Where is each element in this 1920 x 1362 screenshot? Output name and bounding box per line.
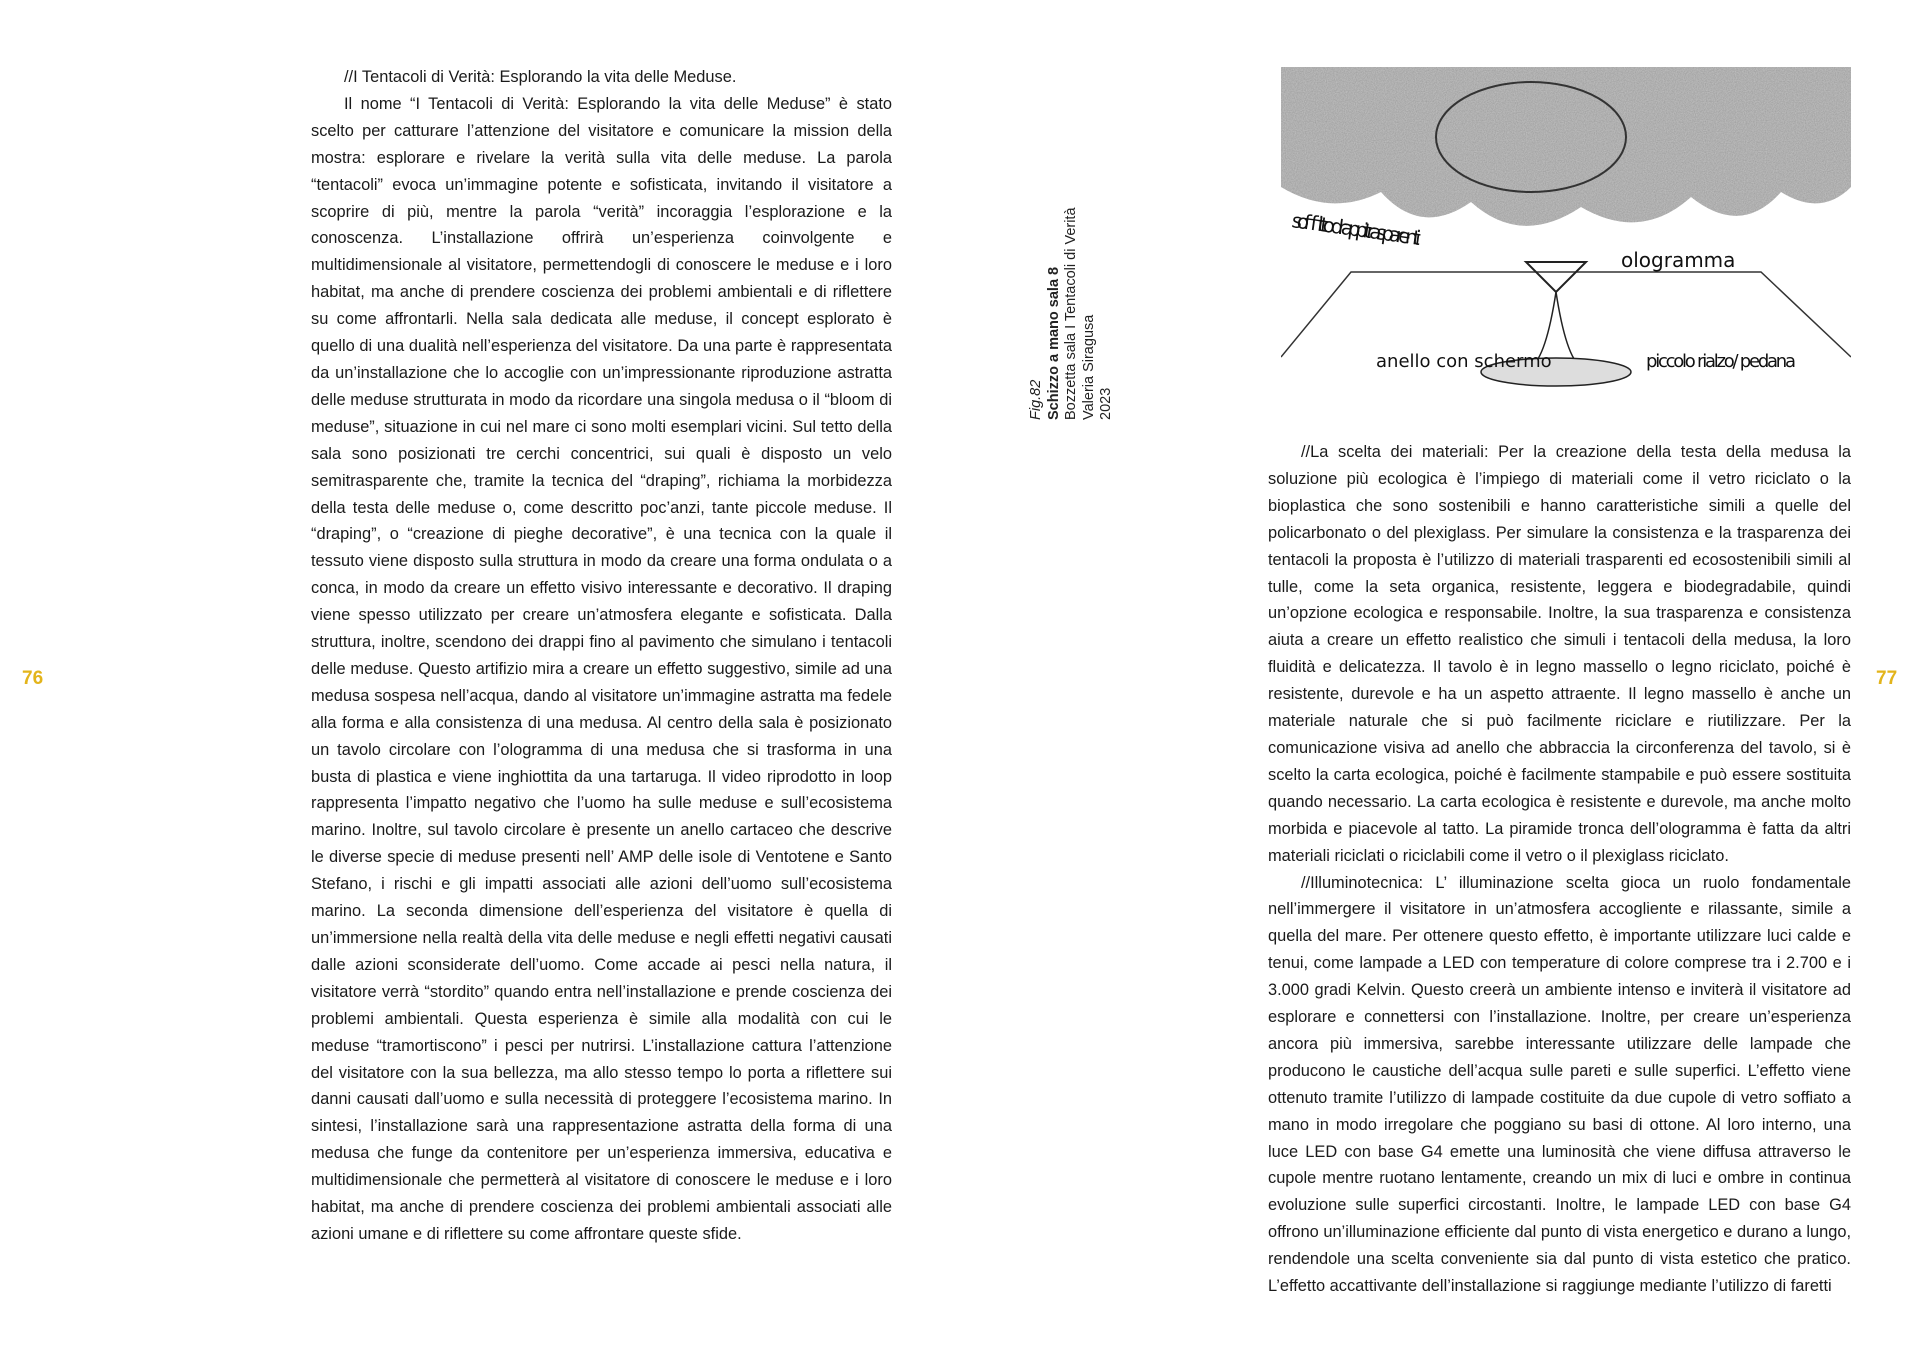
sketch-label: piccolo rialzo/ pedana [1646,351,1796,372]
figure-caption [1028,207,1116,420]
sketch-label: ologramma [1621,248,1736,272]
left-column-text [311,64,892,1248]
body-paragraph: Il nome “I Tentacoli di Verità: Esplorando la vita delle Meduse” è stato scelto per catturare l’attenzione del visitatore e comunicare la mission della mostra: esplorare e rivelare la verità sulla vita delle meduse. La parola “tentacoli” evoca un’immagine potente e sofisticata, invitando il visitatore a scoprire di più, mentre la parola “verità” incoraggia l’esplorazione e la conoscenza. L’installazione offrirà un’esperienza coinvolgente e multidimensionale al visitatore, permettendogli di conoscere le meduse e i loro habitat, ma anche di prendere coscienza dei problemi ambientali e di riflettere su come affrontarli. Nella sala dedicata alle meduse, il concept esplorato è quello di una dualità nell’esperienza del visitatore. Da una parte è rappresentata da un’installazione che lo accoglie con un’impressionante riproduzione astratta delle meduse strutturata in modo da ricordare una singola medusa o il “bloom di meduse”, situazione in cui nel mare ci sono molti esemplari vicini. Sul tetto della sala sono posizionati tre cerchi concentrici, sui quali è disposto un velo semitrasparente che, tramite la tecnica del “draping”, richiama la morbidezza della testa delle meduse o, come descritto poc’anzi, tante piccole meduse. Il “draping”, o “creazione di pieghe decorative”, è una tecnica con la quale il tessuto viene disposto sulla struttura in modo da creare una forma ondulata o a conca, in modo da creare un effetto visivo interessante e decorativo. Il draping viene spesso utilizzato per creare un’atmosfera elegante e sofisticata. Dalla struttura, inoltre, scendono dei drappi fino al pavimento che simulano i tentacoli delle meduse. Questo artifizio mira a creare un effetto suggestivo, simile ad una medusa sospesa nell’acqua, dando al visitatore un’immagine astratta ma fedele alla forma e alla consistenza di una medusa. Al centro della sala è posizionato un tavolo circolare con l’ologramma di una medusa che si trasforma in una busta di plastica e viene inghiottita da una tartaruga. Il video riprodotto in loop rappresenta l’impatto negativo che l’uomo ha sulle meduse e sull’ecosistema marino. Inoltre, sul tavolo circolare è presente un anello cartaceo che descrive le diverse specie di meduse presenti nell’ AMP delle isole di Ventotene e Santo Stefano, i rischi e gli impatti associati alle azioni dell’uomo sull’ecosistema marino. La seconda dimensione dell’esperienza del visitatore è quella di un’immersione nella realtà della vita delle meduse e negli effetti negativi causati dalle azioni sconsiderate dell’uomo. Come accade ai pesci nella natura, il visitatore verrà “stordito” quando entra nell’installazione e prende coscienza dei problemi ambientali. Questa esperienza è simile alla modalità con cui le meduse “tramortiscono” i pesci per nutrirsi. L’installazione cattura l’attenzione del visitatore con la sua bellezza, ma allo stesso tempo lo porta a riflettere sui danni causati dall’uomo e sulla necessità di proteggere l’ecosistema marino. In sintesi, l’installazione sarà una rappresentazione astratta della forma di una medusa che funge da contenitore per un’esperienza immersiva, educativa e multidimensionale che permetterà al visitatore di conoscere le meduse e i loro habitat, ma anche di prendere coscienza dei problemi ambientali associati alle azioni umane e di riflettere su come affrontare queste sfide. [311,94,892,1243]
figure-title: Schizzo a mano sala 8 [1045,266,1062,420]
section-heading: //I Tentacoli di Verità: Esplorando la vita delle Meduse. [344,68,737,86]
page-number-left: 76 [22,668,44,689]
hand-sketch-image [1281,67,1851,410]
page-number-right: 77 [1876,668,1898,689]
body-paragraph: //Illuminotecnica: L’ illuminazione scelta gioca un ruolo fondamentale nell’immergere il visitatore in un’atmosfera accogliente e rilassante, simile a quella del mare. Per ottenere questo effetto, è importante utilizzare luci calde e tenui, come lampade a LED con temperature di colore comprese tra i 2.700 e i 3.000 gradi Kelvin. Questo creerà un ambiente intenso e inviterà il visitatore ad esplorare e connettersi con l’installazione. Inoltre, per creare un’esperienza ancora più immersiva, sarebbe interessante utilizzare delle lampade che producono le caustiche dell’acqua sulle pareti e sulle superfici. L’effetto viene ottenuto tramite l’utilizzo di lampade costituite da due cupole di vetro soffiato a mano in modo irregolare che poggiano su basi di ottone. Al loro interno, una luce LED con base G4 emette una luminosità che viene diffusa attraverso le cupole mentre ruotano lentamente, creando un mix di luci e ombre in continua evoluzione sulle superfici circostanti. Inoltre, le lampade LED con base G4 offrono un’illuminazione efficiente dal punto di vista energetico e durano a lungo, rendendole una scelta conveniente sia dal punto di vista estetico che pratico. L’effetto accattivante dell’installazione si raggiunge mediante l’utilizzo di faretti [1268,873,1851,1296]
figure-subtitle: Bozzetta sala I Tentacoli di Verità [1063,207,1079,420]
body-paragraph: //La scelta dei materiali: Per la creazione della testa della medusa la soluzione più ecologica è l’impiego di materiali come il vetro riciclato o la bioplastica che sono sostenibili e hanno caratteristiche simili a quelle del policarbonato o del plexiglass. Per simulare la consistenza e la trasparenza dei tentacoli la proposta è l’utilizzo di materiali trasparenti ed ecosostenibili simili al tulle, come la seta organica, resistente, leggera e biodegradabile, quindi un’opzione ecologica e responsabile. Inoltre, la sua trasparenza e consistenza aiuta a creare un effetto realistico che simuli i tentacoli della medusa, la loro fluidità e delicatezza. Il tavolo è in legno massello o legno riciclato, poiché è resistente, durevole e ha un aspetto attraente. Il legno massello è anche un materiale naturale che si può facilmente riciclare e riutilizzare. Per la comunicazione visiva ad anello che abbraccia la circonferenza del tavolo, si è scelto la carta ecologica, poiché è facilmente stampabile e può essere sostituita quando necessario. La carta ecologica è resistente e durevole, ma anche molto morbida e piacevole al tatto. La piramide tronca dell’ologramma è fatta da altri materiali riciclati o riciclabili come il vetro o il plexiglass riciclato. [1268,443,1851,865]
figure-number: Fig.82 [1028,379,1044,420]
figure-author: Valeria Siragusa [1080,314,1097,420]
figure-year: 2023 [1098,387,1114,420]
sketch-label: anello con schermo [1376,351,1552,372]
right-column-text [1268,439,1851,1300]
sketch-label: soffitto drappi trasparenti [1290,208,1423,251]
